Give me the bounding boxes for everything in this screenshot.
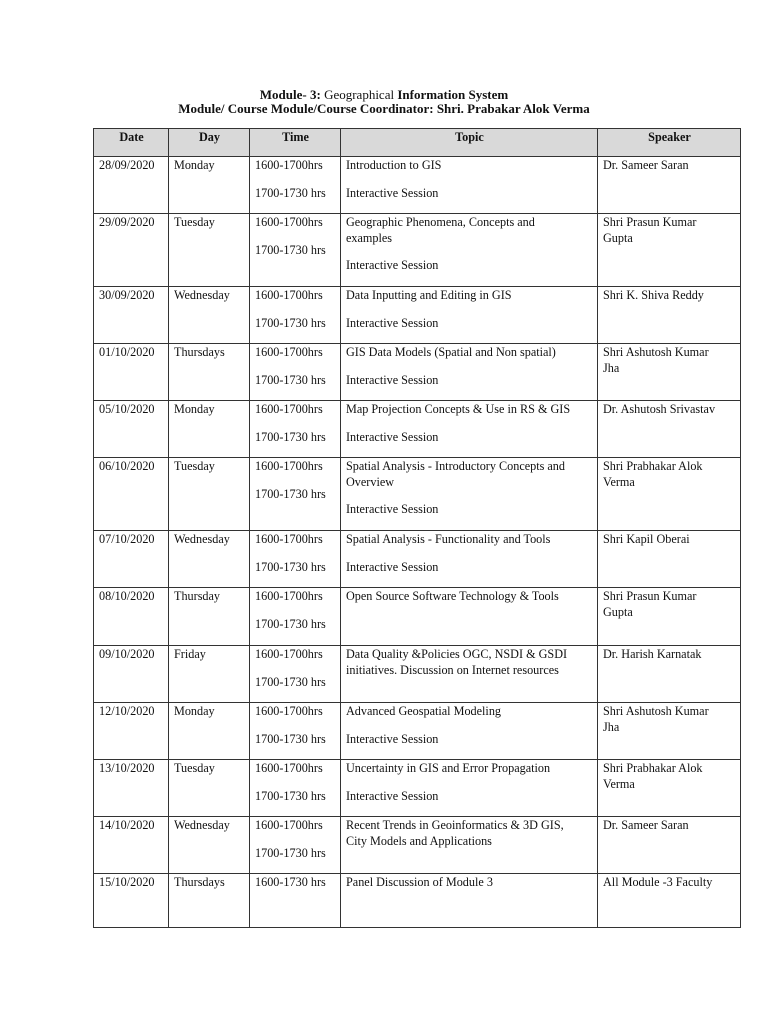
time-slot-2: 1700-1730 hrs <box>255 429 326 444</box>
speaker-cell <box>598 588 741 646</box>
column-header-time: Time <box>250 129 341 157</box>
day-cell: Tuesday <box>169 760 250 817</box>
table-row <box>94 817 741 874</box>
speaker-line: Dr. Ashutosh Srivastav <box>603 402 716 416</box>
speaker-line: Shri Prasun Kumar <box>603 215 697 229</box>
topic-line: initiatives. Discussion on Internet resources <box>346 662 559 677</box>
table-row <box>94 344 741 401</box>
time-cell <box>250 344 341 401</box>
time-slot-1: 1600-1700hrs <box>255 761 323 775</box>
date-cell: 09/10/2020 <box>94 646 169 703</box>
topic-line: Uncertainty in GIS and Error Propagation <box>346 761 551 775</box>
time-slot-2: 1700-1730 hrs <box>255 315 326 330</box>
speaker-cell <box>598 344 741 401</box>
time-slot-1: 1600-1700hrs <box>255 215 323 229</box>
topic-cell <box>341 760 598 817</box>
topic-cell <box>341 214 598 287</box>
time-slot-2: 1700-1730 hrs <box>255 486 326 501</box>
speaker-line: Shri K. Shiva Reddy <box>603 288 704 302</box>
time-slot-2: 1700-1730 hrs <box>255 616 326 631</box>
table-row <box>94 760 741 817</box>
topic-cell <box>341 703 598 760</box>
time-cell <box>250 760 341 817</box>
topic-line: Overview <box>346 474 395 489</box>
module-number: Module- 3: <box>259 87 321 102</box>
time-slot-2: 1700-1730 hrs <box>255 242 326 257</box>
time-slot-1: 1600-1700hrs <box>255 402 323 416</box>
day-cell: Wednesday <box>169 287 250 344</box>
module-title-bold: Information System <box>397 87 509 102</box>
time-cell <box>250 287 341 344</box>
table-row <box>94 401 741 458</box>
interactive-session-label: Interactive Session <box>346 315 439 330</box>
module-coordinator: Module/ Course Module/Course Coordinator: Shri. Prabakar Alok Verma <box>178 101 590 116</box>
topic-line: examples <box>346 230 393 245</box>
speaker-line: Verma <box>603 776 635 791</box>
interactive-session-label: Interactive Session <box>346 502 439 516</box>
interactive-session-label: Interactive Session <box>346 372 439 387</box>
module-title-normal: Geographical <box>320 87 398 102</box>
day-cell: Monday <box>169 157 250 214</box>
speaker-line: Shri Ashutosh Kumar <box>603 704 709 718</box>
table-row <box>94 531 741 588</box>
table-row <box>94 703 741 760</box>
table-row <box>94 646 741 703</box>
interactive-session-label: Interactive Session <box>346 429 439 444</box>
time-slot-2: 1700-1730 hrs <box>255 845 326 860</box>
table-row <box>94 874 741 928</box>
speaker-cell <box>598 531 741 588</box>
topic-cell <box>341 817 598 874</box>
day-cell: Thursdays <box>169 874 250 928</box>
table-row <box>94 214 741 287</box>
table-row <box>94 287 741 344</box>
speaker-line: Gupta <box>603 604 633 619</box>
speaker-line: Shri Prabhakar Alok <box>603 459 703 473</box>
table-row <box>94 157 741 214</box>
speaker-line: Shri Kapil Oberai <box>603 532 690 546</box>
topic-line: Data Inputting and Editing in GIS <box>346 288 512 302</box>
topic-cell <box>341 646 598 703</box>
column-header-topic: Topic <box>341 129 598 157</box>
topic-cell <box>341 344 598 401</box>
speaker-line: Shri Prabhakar Alok <box>603 761 703 775</box>
speaker-line: Verma <box>603 474 635 489</box>
date-cell: 08/10/2020 <box>94 588 169 646</box>
time-cell <box>250 214 341 287</box>
time-slot-1: 1600-1730 hrs <box>255 875 326 889</box>
topic-line: Recent Trends in Geoinformatics & 3D GIS, <box>346 818 564 832</box>
interactive-session-label: Interactive Session <box>346 559 439 574</box>
topic-line: Advanced Geospatial Modeling <box>346 704 502 718</box>
day-cell: Friday <box>169 646 250 703</box>
day-cell: Tuesday <box>169 458 250 531</box>
time-slot-1: 1600-1700hrs <box>255 704 323 718</box>
speaker-line: Dr. Harish Karnatak <box>603 647 702 661</box>
topic-line: Geographic Phenomena, Concepts and <box>346 215 535 229</box>
topic-cell <box>341 287 598 344</box>
time-slot-2: 1700-1730 hrs <box>255 559 326 574</box>
topic-line: City Models and Applications <box>346 833 492 848</box>
topic-line: Spatial Analysis - Introductory Concepts and <box>346 459 565 473</box>
module-title <box>0 87 768 102</box>
topic-cell <box>341 531 598 588</box>
table-header-row <box>94 129 741 157</box>
speaker-line: Dr. Sameer Saran <box>603 818 689 832</box>
speaker-cell <box>598 703 741 760</box>
speaker-line: Gupta <box>603 230 633 245</box>
time-slot-1: 1600-1700hrs <box>255 158 323 172</box>
day-cell: Wednesday <box>169 531 250 588</box>
time-cell <box>250 588 341 646</box>
topic-line: Panel Discussion of Module 3 <box>346 875 493 889</box>
time-cell <box>250 646 341 703</box>
speaker-line: Jha <box>603 360 620 375</box>
column-header-date: Date <box>94 129 169 157</box>
time-slot-1: 1600-1700hrs <box>255 459 323 473</box>
speaker-line: Jha <box>603 719 620 734</box>
speaker-line: Shri Ashutosh Kumar <box>603 345 709 359</box>
date-cell: 07/10/2020 <box>94 531 169 588</box>
topic-line: Introduction to GIS <box>346 158 442 172</box>
time-cell <box>250 458 341 531</box>
time-slot-1: 1600-1700hrs <box>255 818 323 832</box>
day-cell: Thursdays <box>169 344 250 401</box>
time-cell <box>250 401 341 458</box>
topic-line: Open Source Software Technology & Tools <box>346 589 559 603</box>
time-cell <box>250 874 341 928</box>
topic-line: Spatial Analysis - Functionality and Tools <box>346 532 551 546</box>
date-cell: 28/09/2020 <box>94 157 169 214</box>
time-slot-1: 1600-1700hrs <box>255 589 323 603</box>
speaker-cell <box>598 760 741 817</box>
time-slot-1: 1600-1700hrs <box>255 532 323 546</box>
date-cell: 06/10/2020 <box>94 458 169 531</box>
date-cell: 15/10/2020 <box>94 874 169 928</box>
topic-cell <box>341 588 598 646</box>
time-slot-1: 1600-1700hrs <box>255 345 323 359</box>
speaker-cell <box>598 458 741 531</box>
interactive-session-label: Interactive Session <box>346 185 439 200</box>
date-cell: 13/10/2020 <box>94 760 169 817</box>
time-cell <box>250 817 341 874</box>
speaker-cell <box>598 157 741 214</box>
speaker-cell <box>598 874 741 928</box>
table-row <box>94 588 741 646</box>
time-slot-2: 1700-1730 hrs <box>255 731 326 746</box>
topic-line: GIS Data Models (Spatial and Non spatial) <box>346 345 556 359</box>
time-slot-2: 1700-1730 hrs <box>255 788 326 803</box>
column-header-day: Day <box>169 129 250 157</box>
date-cell: 14/10/2020 <box>94 817 169 874</box>
topic-cell <box>341 157 598 214</box>
speaker-cell <box>598 401 741 458</box>
time-slot-2: 1700-1730 hrs <box>255 185 326 200</box>
speaker-line: All Module -3 Faculty <box>603 875 713 889</box>
time-slot-2: 1700-1730 hrs <box>255 372 326 387</box>
date-cell: 05/10/2020 <box>94 401 169 458</box>
column-header-speaker: Speaker <box>598 129 741 157</box>
speaker-cell <box>598 646 741 703</box>
interactive-session-label: Interactive Session <box>346 788 439 803</box>
date-cell: 29/09/2020 <box>94 214 169 287</box>
topic-cell <box>341 874 598 928</box>
time-slot-2: 1700-1730 hrs <box>255 674 326 689</box>
topic-cell <box>341 401 598 458</box>
time-cell <box>250 703 341 760</box>
interactive-session-label: Interactive Session <box>346 731 439 746</box>
speaker-line: Dr. Sameer Saran <box>603 158 689 172</box>
day-cell: Monday <box>169 703 250 760</box>
topic-cell <box>341 458 598 531</box>
time-cell <box>250 531 341 588</box>
day-cell: Monday <box>169 401 250 458</box>
speaker-cell <box>598 287 741 344</box>
topic-line: Data Quality &Policies OGC, NSDI & GSDI <box>346 647 568 661</box>
topic-line: Map Projection Concepts & Use in RS & GIS <box>346 402 571 416</box>
date-cell: 30/09/2020 <box>94 287 169 344</box>
speaker-line: Shri Prasun Kumar <box>603 589 697 603</box>
date-cell: 12/10/2020 <box>94 703 169 760</box>
time-cell <box>250 157 341 214</box>
table-row <box>94 458 741 531</box>
schedule-table <box>93 128 741 928</box>
speaker-cell <box>598 817 741 874</box>
time-slot-1: 1600-1700hrs <box>255 647 323 661</box>
day-cell: Thursday <box>169 588 250 646</box>
interactive-session-label: Interactive Session <box>346 258 439 272</box>
date-cell: 01/10/2020 <box>94 344 169 401</box>
day-cell: Wednesday <box>169 817 250 874</box>
time-slot-1: 1600-1700hrs <box>255 288 323 302</box>
speaker-cell <box>598 214 741 287</box>
day-cell: Tuesday <box>169 214 250 287</box>
